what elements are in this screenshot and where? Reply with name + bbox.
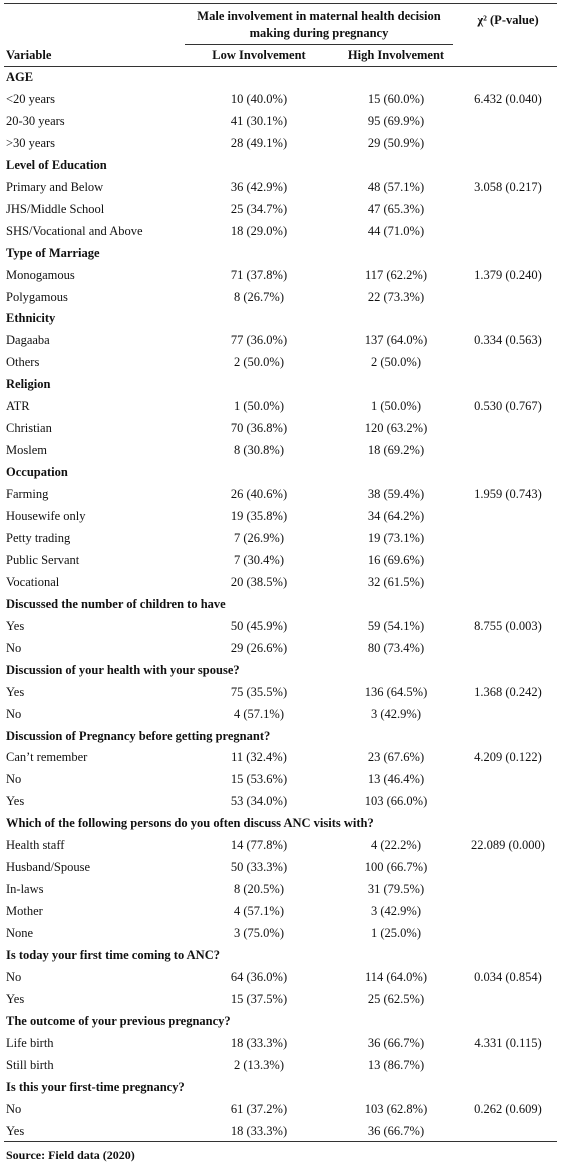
row-label: Life birth [6, 1036, 54, 1050]
row-label: Health staff [6, 838, 65, 852]
high-involvement-cell: 114 (64.0%) [364, 970, 428, 984]
low-involvement-cell: 61 (37.2%) [230, 1102, 288, 1116]
chi-square-cell: 4.209 (0.122) [474, 750, 542, 764]
low-involvement-cell: 29 (26.6%) [230, 641, 288, 655]
group-heading: Which of the following persons do you often discuss ANC visits with? [6, 816, 374, 830]
header-rule [4, 66, 557, 67]
low-involvement-cell: 50 (45.9%) [230, 619, 288, 633]
high-involvement-cell: 36 (66.7%) [367, 1124, 425, 1138]
low-involvement-cell: 1 (50.0%) [234, 399, 284, 413]
low-involvement-cell: 19 (35.8%) [230, 509, 288, 523]
low-involvement-cell: 18 (33.3%) [230, 1124, 288, 1138]
row-label: Vocational [6, 575, 60, 589]
high-involvement-cell: 25 (62.5%) [367, 992, 425, 1006]
header-low-involvement: Low Involvement [212, 48, 306, 62]
low-involvement-cell: 2 (13.3%) [234, 1058, 284, 1072]
chi-square-cell: 6.432 (0.040) [474, 92, 542, 106]
group-heading: Is this your first-time pregnancy? [6, 1080, 185, 1094]
group-heading: Discussed the number of children to have [6, 597, 226, 611]
low-involvement-cell: 15 (37.5%) [230, 992, 288, 1006]
row-label: In-laws [6, 882, 44, 896]
high-involvement-cell: 16 (69.6%) [367, 553, 425, 567]
low-involvement-cell: 8 (26.7%) [234, 290, 284, 304]
source-note: Source: Field data (2020) [6, 1148, 135, 1162]
high-involvement-cell: 48 (57.1%) [367, 180, 425, 194]
row-label: SHS/Vocational and Above [6, 224, 143, 238]
low-involvement-cell: 53 (34.0%) [230, 794, 288, 808]
row-label: None [6, 926, 34, 940]
low-involvement-cell: 25 (34.7%) [230, 202, 288, 216]
row-label: Moslem [6, 443, 47, 457]
row-label: Can’t remember [6, 750, 88, 764]
row-label: Farming [6, 487, 49, 501]
row-label: Yes [6, 685, 25, 699]
row-label: Yes [6, 794, 25, 808]
high-involvement-cell: 137 (64.0%) [364, 333, 428, 347]
high-involvement-cell: 22 (73.3%) [367, 290, 425, 304]
low-involvement-cell: 77 (36.0%) [230, 333, 288, 347]
chi-square-cell: 0.334 (0.563) [474, 333, 542, 347]
high-involvement-cell: 19 (73.1%) [367, 531, 425, 545]
high-involvement-cell: 13 (46.4%) [367, 772, 425, 786]
group-heading: Level of Education [6, 158, 107, 172]
high-involvement-cell: 136 (64.5%) [364, 685, 428, 699]
row-label: Primary and Below [6, 180, 104, 194]
low-involvement-cell: 2 (50.0%) [234, 355, 284, 369]
header-high-involvement: High Involvement [347, 48, 445, 62]
high-involvement-cell: 80 (73.4%) [367, 641, 425, 655]
low-involvement-cell: 28 (49.1%) [230, 136, 288, 150]
low-involvement-cell: 64 (36.0%) [230, 970, 288, 984]
high-involvement-cell: 44 (71.0%) [367, 224, 425, 238]
low-involvement-cell: 15 (53.6%) [230, 772, 288, 786]
header-group-underline [185, 44, 453, 45]
row-label: ATR [6, 399, 30, 413]
low-involvement-cell: 75 (35.5%) [230, 685, 288, 699]
row-label: Yes [6, 619, 25, 633]
high-involvement-cell: 117 (62.2%) [364, 268, 428, 282]
bottom-rule [4, 1141, 557, 1142]
chi-square-cell: 0.262 (0.609) [474, 1102, 542, 1116]
high-involvement-cell: 103 (62.8%) [364, 1102, 428, 1116]
low-involvement-cell: 71 (37.8%) [230, 268, 288, 282]
low-involvement-cell: 7 (30.4%) [234, 553, 284, 567]
group-heading: Type of Marriage [6, 246, 100, 260]
low-involvement-cell: 36 (42.9%) [230, 180, 288, 194]
low-involvement-cell: 18 (29.0%) [230, 224, 288, 238]
chi-square-cell: 8.755 (0.003) [474, 619, 542, 633]
high-involvement-cell: 100 (66.7%) [364, 860, 428, 874]
low-involvement-cell: 7 (26.9%) [234, 531, 284, 545]
row-label: Yes [6, 992, 25, 1006]
high-involvement-cell: 2 (50.0%) [371, 355, 421, 369]
chi-square-cell: 0.034 (0.854) [474, 970, 542, 984]
chi-square-cell: 3.058 (0.217) [474, 180, 542, 194]
group-heading: Is today your first time coming to ANC? [6, 948, 220, 962]
low-involvement-cell: 18 (33.3%) [230, 1036, 288, 1050]
high-involvement-cell: 1 (50.0%) [371, 399, 421, 413]
row-label: Housewife only [6, 509, 86, 523]
chi-square-cell: 1.368 (0.242) [474, 685, 542, 699]
high-involvement-cell: 38 (59.4%) [367, 487, 425, 501]
high-involvement-cell: 1 (25.0%) [371, 926, 421, 940]
high-involvement-cell: 15 (60.0%) [367, 92, 425, 106]
high-involvement-cell: 95 (69.9%) [367, 114, 425, 128]
high-involvement-cell: 36 (66.7%) [367, 1036, 425, 1050]
low-involvement-cell: 11 (32.4%) [231, 750, 287, 764]
group-heading: AGE [6, 70, 34, 84]
row-label: Public Servant [6, 553, 80, 567]
group-heading: Discussion of your health with your spouse? [6, 663, 240, 677]
header-variable: Variable [6, 48, 52, 62]
low-involvement-cell: 70 (36.8%) [230, 421, 288, 435]
low-involvement-cell: 26 (40.6%) [230, 487, 288, 501]
header-chi-square: χ² (P-value) [477, 13, 539, 27]
low-involvement-cell: 4 (57.1%) [234, 904, 284, 918]
row-label: Yes [6, 1124, 25, 1138]
row-label: Petty trading [6, 531, 71, 545]
chi-square-cell: 1.379 (0.240) [474, 268, 542, 282]
row-label: Christian [6, 421, 52, 435]
low-involvement-cell: 3 (75.0%) [234, 926, 284, 940]
high-involvement-cell: 47 (65.3%) [367, 202, 425, 216]
high-involvement-cell: 31 (79.5%) [367, 882, 425, 896]
high-involvement-cell: 120 (63.2%) [364, 421, 428, 435]
chi-square-cell: 4.331 (0.115) [474, 1036, 542, 1050]
row-label: Polygamous [6, 290, 68, 304]
chi-square-cell: 22.089 (0.000) [471, 838, 545, 852]
high-involvement-cell: 23 (67.6%) [367, 750, 425, 764]
group-heading: Ethnicity [6, 311, 56, 325]
low-involvement-cell: 8 (30.8%) [234, 443, 284, 457]
group-heading: Religion [6, 377, 51, 391]
low-involvement-cell: 41 (30.1%) [230, 114, 288, 128]
row-label: Mother [6, 904, 43, 918]
row-label: No [6, 1102, 22, 1116]
low-involvement-cell: 8 (20.5%) [234, 882, 284, 896]
row-label: 20-30 years [6, 114, 65, 128]
row-label: No [6, 641, 22, 655]
high-involvement-cell: 4 (22.2%) [371, 838, 421, 852]
top-rule [4, 3, 557, 4]
row-label: Dagaaba [6, 333, 50, 347]
chi-square-cell: 0.530 (0.767) [474, 399, 542, 413]
high-involvement-cell: 3 (42.9%) [371, 707, 421, 721]
high-involvement-cell: 13 (86.7%) [367, 1058, 425, 1072]
high-involvement-cell: 59 (54.1%) [367, 619, 425, 633]
row-label: Monogamous [6, 268, 75, 282]
high-involvement-cell: 103 (66.0%) [364, 794, 428, 808]
row-label: No [6, 970, 22, 984]
group-heading: Occupation [6, 465, 68, 479]
low-involvement-cell: 50 (33.3%) [230, 860, 288, 874]
chi-square-cell: 1.959 (0.743) [474, 487, 542, 501]
row-label: No [6, 707, 22, 721]
group-heading: Discussion of Pregnancy before getting pregnant? [6, 729, 271, 743]
row-label: Others [6, 355, 40, 369]
header-group-title: Male involvement in maternal health decision making during pregnancy [197, 9, 441, 40]
high-involvement-cell: 18 (69.2%) [367, 443, 425, 457]
row-label: Husband/Spouse [6, 860, 91, 874]
high-involvement-cell: 3 (42.9%) [371, 904, 421, 918]
row-label: >30 years [6, 136, 56, 150]
low-involvement-cell: 4 (57.1%) [234, 707, 284, 721]
high-involvement-cell: 34 (64.2%) [367, 509, 425, 523]
high-involvement-cell: 29 (50.9%) [367, 136, 425, 150]
row-label: JHS/Middle School [6, 202, 105, 216]
row-label: <20 years [6, 92, 56, 106]
low-involvement-cell: 10 (40.0%) [230, 92, 288, 106]
low-involvement-cell: 20 (38.5%) [230, 575, 288, 589]
group-heading: The outcome of your previous pregnancy? [6, 1014, 231, 1028]
row-label: No [6, 772, 22, 786]
high-involvement-cell: 32 (61.5%) [367, 575, 425, 589]
low-involvement-cell: 14 (77.8%) [230, 838, 288, 852]
row-label: Still birth [6, 1058, 54, 1072]
